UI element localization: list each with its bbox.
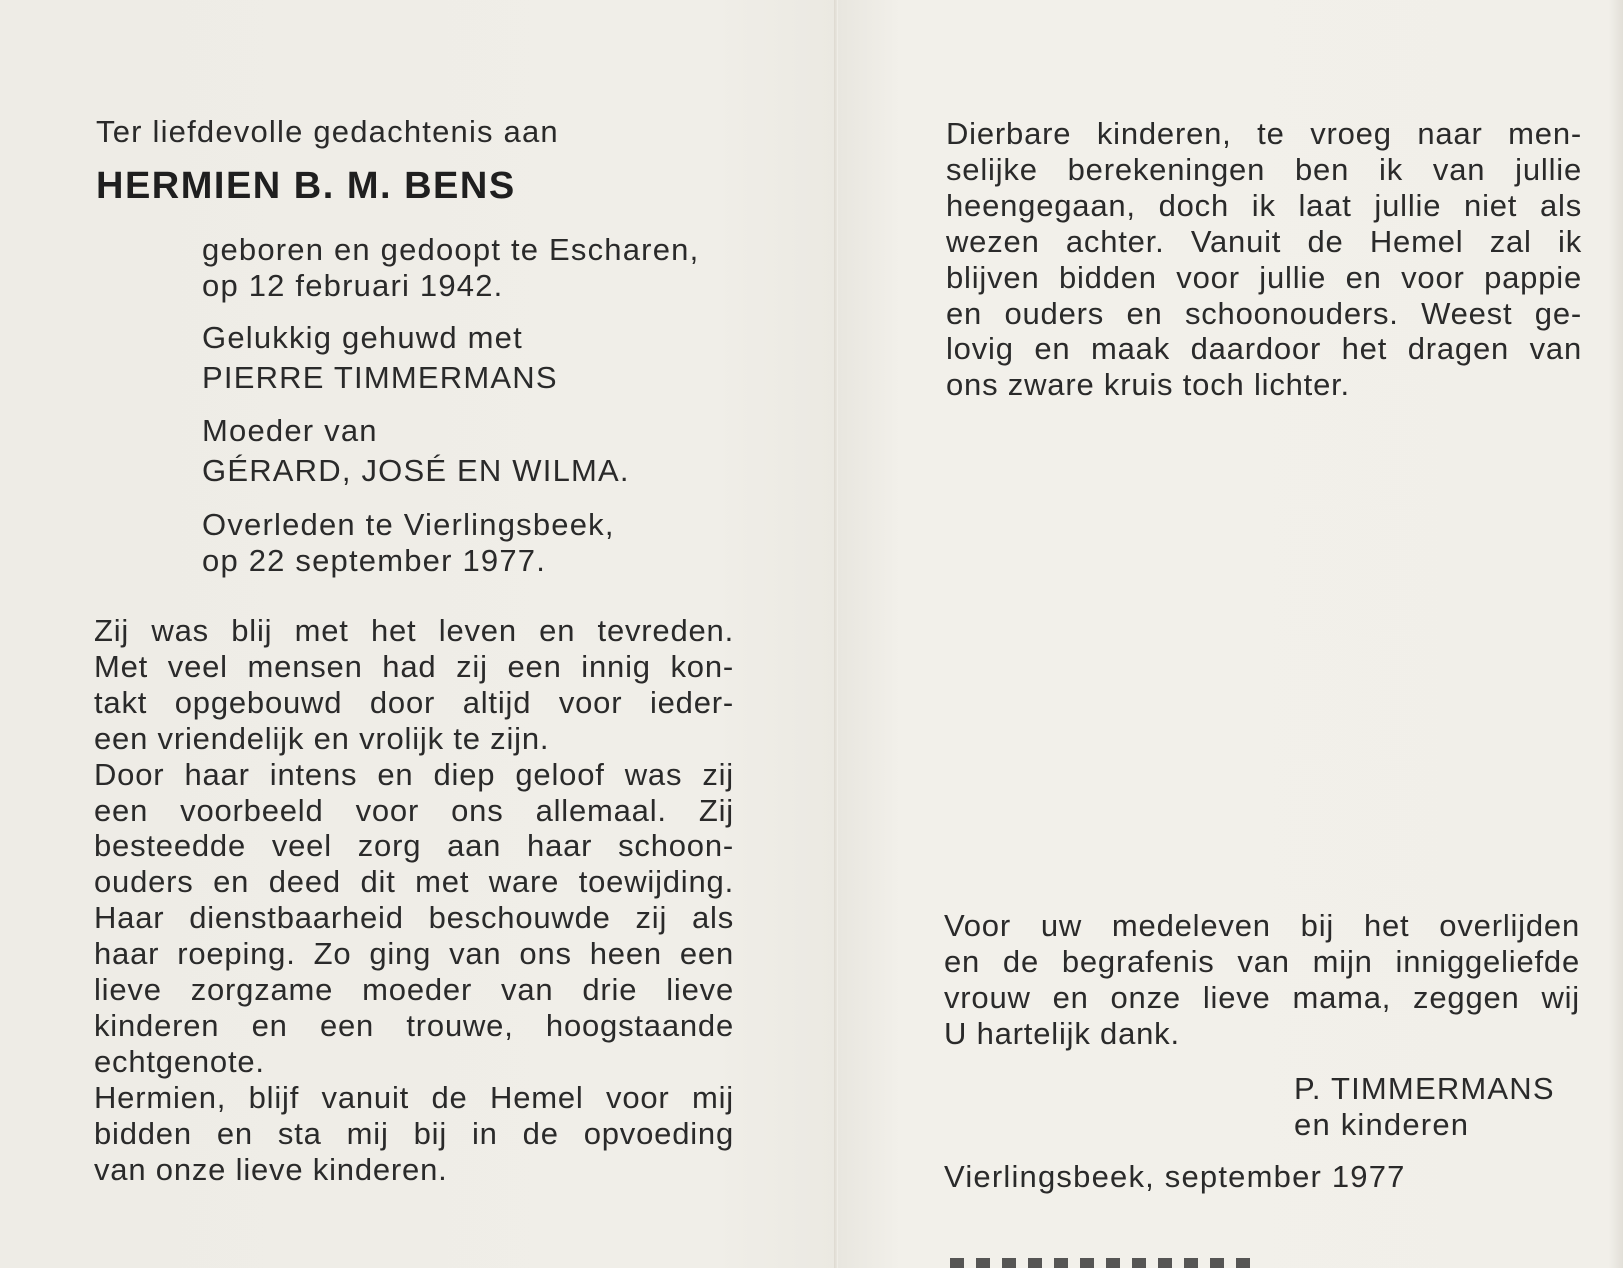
tribute-line: Hermien, blijf vanuit de Hemel voor mij — [94, 1079, 734, 1115]
tribute-line: echtgenote. — [94, 1043, 265, 1079]
married-line-1: Gelukkig gehuwd met — [202, 320, 523, 355]
tribute-line: van onze lieve kinderen. — [94, 1151, 448, 1187]
message-line: blijven bidden voor jullie en voor pappie — [946, 259, 1582, 295]
tribute-line: Met veel mensen had zij een innig kon- — [94, 648, 734, 684]
message-line: en ouders en schoonouders. Weest ge- — [946, 295, 1582, 331]
birth-line-1: geboren en gedoopt te Escharen, — [202, 232, 700, 267]
message-line: selijke berekeningen ben ik van jullie — [946, 151, 1582, 187]
tribute-line: haar roeping. Zo ging van ons heen een — [94, 936, 734, 972]
thanks-line: U hartelijk dank. — [944, 1015, 1180, 1051]
deceased-name: HERMIEN B. M. BENS — [96, 165, 516, 207]
thanks-line: en de begrafenis van mijn inniggeliefde — [944, 943, 1580, 979]
tribute-line: Haar dienstbaarheid beschouwde zij als — [94, 900, 734, 936]
message-line: heengegaan, doch ik laat jullie niet als — [946, 187, 1582, 223]
thanks-line: vrouw en onze lieve mama, zeggen wij — [944, 979, 1580, 1015]
tribute-line: bidden en sta mij bij in de opvoeding — [94, 1115, 734, 1151]
cropped-text-fragment — [950, 1258, 1250, 1268]
thanks-line: Voor uw medeleven bij het overlijden — [944, 908, 1580, 943]
message-line: wezen achter. Vanuit de Hemel zal ik — [946, 223, 1582, 259]
tribute-text — [94, 613, 734, 1188]
tribute-line: ouders en deed dit met ware toewijding. — [94, 864, 734, 900]
signature-family: en kinderen — [1294, 1107, 1470, 1142]
death-line-1: Overleden te Vierlingsbeek, — [202, 507, 615, 542]
message-line: lovig en maak daardoor het dragen van — [946, 331, 1582, 367]
tribute-line: een vriendelijk en vrolijk te zijn. — [94, 720, 550, 756]
birth-line-2: op 12 februari 1942. — [202, 268, 504, 303]
signature-name: P. TIMMERMANS — [1294, 1071, 1555, 1106]
card-fold — [834, 0, 837, 1268]
death-line-2: op 22 september 1977. — [202, 543, 547, 578]
tribute-line: Door haar intens en diep geloof was zij — [94, 756, 734, 792]
tribute-line: Zij was blij met het leven en tevreden. — [94, 613, 734, 648]
tribute-line: lieve zorgzame moeder van drie lieve — [94, 972, 734, 1008]
message-line: Dierbare kinderen, te vroeg naar men- — [946, 116, 1582, 151]
card-edge — [1609, 0, 1623, 1268]
place-date: Vierlingsbeek, september 1977 — [944, 1159, 1406, 1194]
message-line: ons zware kruis toch lichter. — [946, 367, 1350, 403]
tribute-line: een voorbeeld voor ons allemaal. Zij — [94, 792, 734, 828]
children-names: GÉRARD, JOSÉ EN WILMA. — [202, 453, 630, 488]
right-page — [838, 0, 1623, 1268]
mother-line-1: Moeder van — [202, 413, 378, 448]
thanks-text — [944, 908, 1580, 1052]
tribute-line: takt opgebouwd door altijd voor ieder- — [94, 684, 734, 720]
tribute-line: besteedde veel zorg aan haar schoon- — [94, 828, 734, 864]
intro-text: Ter liefdevolle gedachtenis aan — [96, 114, 559, 149]
spouse-name: PIERRE TIMMERMANS — [202, 360, 558, 395]
message-text — [946, 116, 1582, 403]
tribute-line: kinderen en een trouwe, hoogstaande — [94, 1007, 734, 1043]
